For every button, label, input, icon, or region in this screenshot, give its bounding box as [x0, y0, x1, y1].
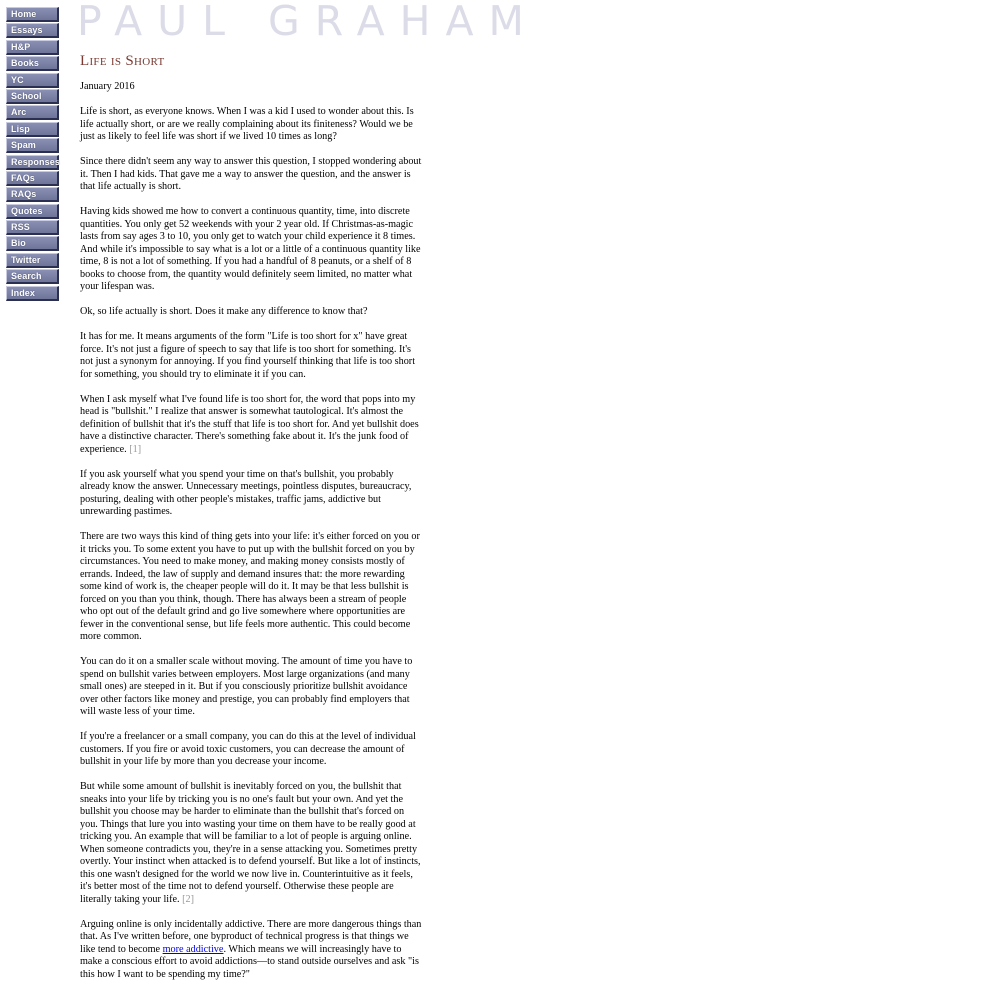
nav-item-raqs[interactable]: RAQs: [6, 187, 59, 202]
paragraph: Life is short, as everyone knows. When I was a kid I used to wonder about this. Is life actually short, or are we really complaining about its finiteness? Would we be just as likely to feel life was short if we lived 10 times as long?: [80, 106, 414, 142]
site-logo[interactable]: PAUL GRAHAM: [77, 0, 539, 45]
nav-item-rss[interactable]: RSS: [6, 220, 59, 235]
paragraph: If you're a freelancer or a small company, you can do this at the level of individual customers. If you fire or avoid toxic customers, you can decrease the amount of bullshit in your life by more than you decrease your income.: [80, 731, 416, 767]
nav-item-essays[interactable]: Essays: [6, 23, 59, 38]
nav-item-home[interactable]: Home: [6, 7, 59, 22]
paragraph-text: When I ask myself what I've found life is too short for, the word that pops into my head is "bullshit." I realize that answer is somewhat tautological. It's almost the definition of bullshit that it's the stuff that life is too short for. And yet bullshit does have a distinctive character. There's something fake about it. It's the junk food of experience.: [80, 393, 419, 455]
paragraph: [80, 394, 423, 457]
article-date: January 2016: [80, 81, 135, 92]
paragraph: It has for me. It means arguments of the form "Life is too short for x" have great force. It's not just a figure of speech to say that life is too short for something. It's not just a synonym for annoying. If you find yourself thinking that life is too short for something, you should try to eliminate it if you can.: [80, 331, 416, 380]
paragraph-text: But while some amount of bullshit is inevitably forced on you, the bullshit that sneaks into your life by tricking you is no one's fault but your own. And yet the bullshit you choose may be harder to eliminate than the bullshit that's forced on you. Things that lure you into wasting your time on them have to be really good at tricking you. An example that will be familiar to a lot of people is arguing online. When someone contradicts you, they're in a sense attacking you. Sometimes pretty overtly. Your instinct when attacked is to defend yourself. But like a lot of instincts, this one wasn't designed for the world we now live in. Counterintuitive as it feels, it's better most of the time not to defend yourself. Otherwise these people are literally taking your life.: [80, 781, 421, 905]
paragraph-text: . Which means we will increasingly have to make a conscious effort to avoid addictions—to stand outside ourselves and ask "is this how I want to be spending my time?": [80, 943, 419, 980]
nav-item-yc[interactable]: YC: [6, 73, 59, 88]
nav-item-index[interactable]: Index: [6, 286, 59, 301]
site-nav: [6, 7, 60, 302]
nav-item-search[interactable]: Search: [6, 269, 59, 284]
nav-item-quotes[interactable]: Quotes: [6, 204, 59, 219]
nav-item-bio[interactable]: Bio: [6, 236, 59, 251]
paragraph: There are two ways this kind of thing gets into your life: it's either forced on you or it tricks you. To some extent you have to put up with the bullshit forced on you by circumstances. You need to make money, and making money consists mostly of errands. Indeed, the law of supply and demand insures that: the more rewarding some kind of work is, the cheaper people will do it. It may be that less bullshit is forced on you than you think, though. There has always been a stream of people who opt out of the default grind and go live somewhere where opportunities are fewer in the conventional sense, but life feels more authentic. This could become more common.: [80, 531, 420, 642]
nav-item-spam[interactable]: Spam: [6, 138, 59, 153]
nav-item-lisp[interactable]: Lisp: [6, 122, 59, 137]
paragraph: [80, 919, 423, 982]
more-addictive-link[interactable]: more addictive: [162, 943, 224, 955]
paragraph: Since there didn't seem any way to answer this question, I stopped wondering about it. Then I had kids. That gave me a way to answer the question, and the answer is that life actually is short.: [80, 156, 422, 192]
paragraph: You can do it on a smaller scale without moving. The amount of time you have to spend on bullshit varies between employers. Most large organizations (and many small ones) are steeped in it. But if you consciously prioritize bullshit avoidance over other factors like money and prestige, you can probably find employers that will waste less of your time.: [80, 656, 413, 717]
nav-item-arc[interactable]: Arc: [6, 105, 59, 120]
nav-item-responses[interactable]: Responses: [6, 155, 59, 170]
paragraph: Having kids showed me how to convert a continuous quantity, time, into discrete quantities. You only get 52 weekends with your 2 year old. If Christmas-as-magic lasts from say ages 3 to 10, you only get to watch your child experience it 8 times. And while it's impossible to say what is a lot or a little of a continuous quantity like time, 8 is not a lot of something. If you had a handful of 8 peanuts, or a shelf of 8 books to choose from, the quantity would definitely seem limited, no matter what your lifespan was.: [80, 206, 421, 292]
nav-item-books[interactable]: Books: [6, 56, 59, 71]
paragraph: If you ask yourself what you spend your time on that's bullshit, you probably already know the answer. Unnecessary meetings, pointless disputes, bureaucracy, posturing, dealing with other people's mistakes, traffic jams, addictive but unrewarding pastimes.: [80, 468, 412, 517]
nav-item-h-p[interactable]: H&P: [6, 40, 59, 55]
footnote-link-2[interactable]: [2]: [182, 893, 195, 905]
article-body: [80, 81, 423, 994]
paragraph-text: Arguing online is only incidentally addictive. There are more dangerous things than that. As I've written before, one byproduct of technical progress is that things we like tend to become: [80, 918, 422, 955]
nav-item-school[interactable]: School: [6, 89, 59, 104]
nav-item-faqs[interactable]: FAQs: [6, 171, 59, 186]
paragraph: Ok, so life actually is short. Does it make any difference to know that?: [80, 306, 368, 317]
footnote-link-1[interactable]: [1]: [129, 443, 142, 455]
nav-item-twitter[interactable]: Twitter: [6, 253, 59, 268]
page-title: Life is Short: [80, 53, 165, 69]
paragraph: [80, 781, 423, 906]
